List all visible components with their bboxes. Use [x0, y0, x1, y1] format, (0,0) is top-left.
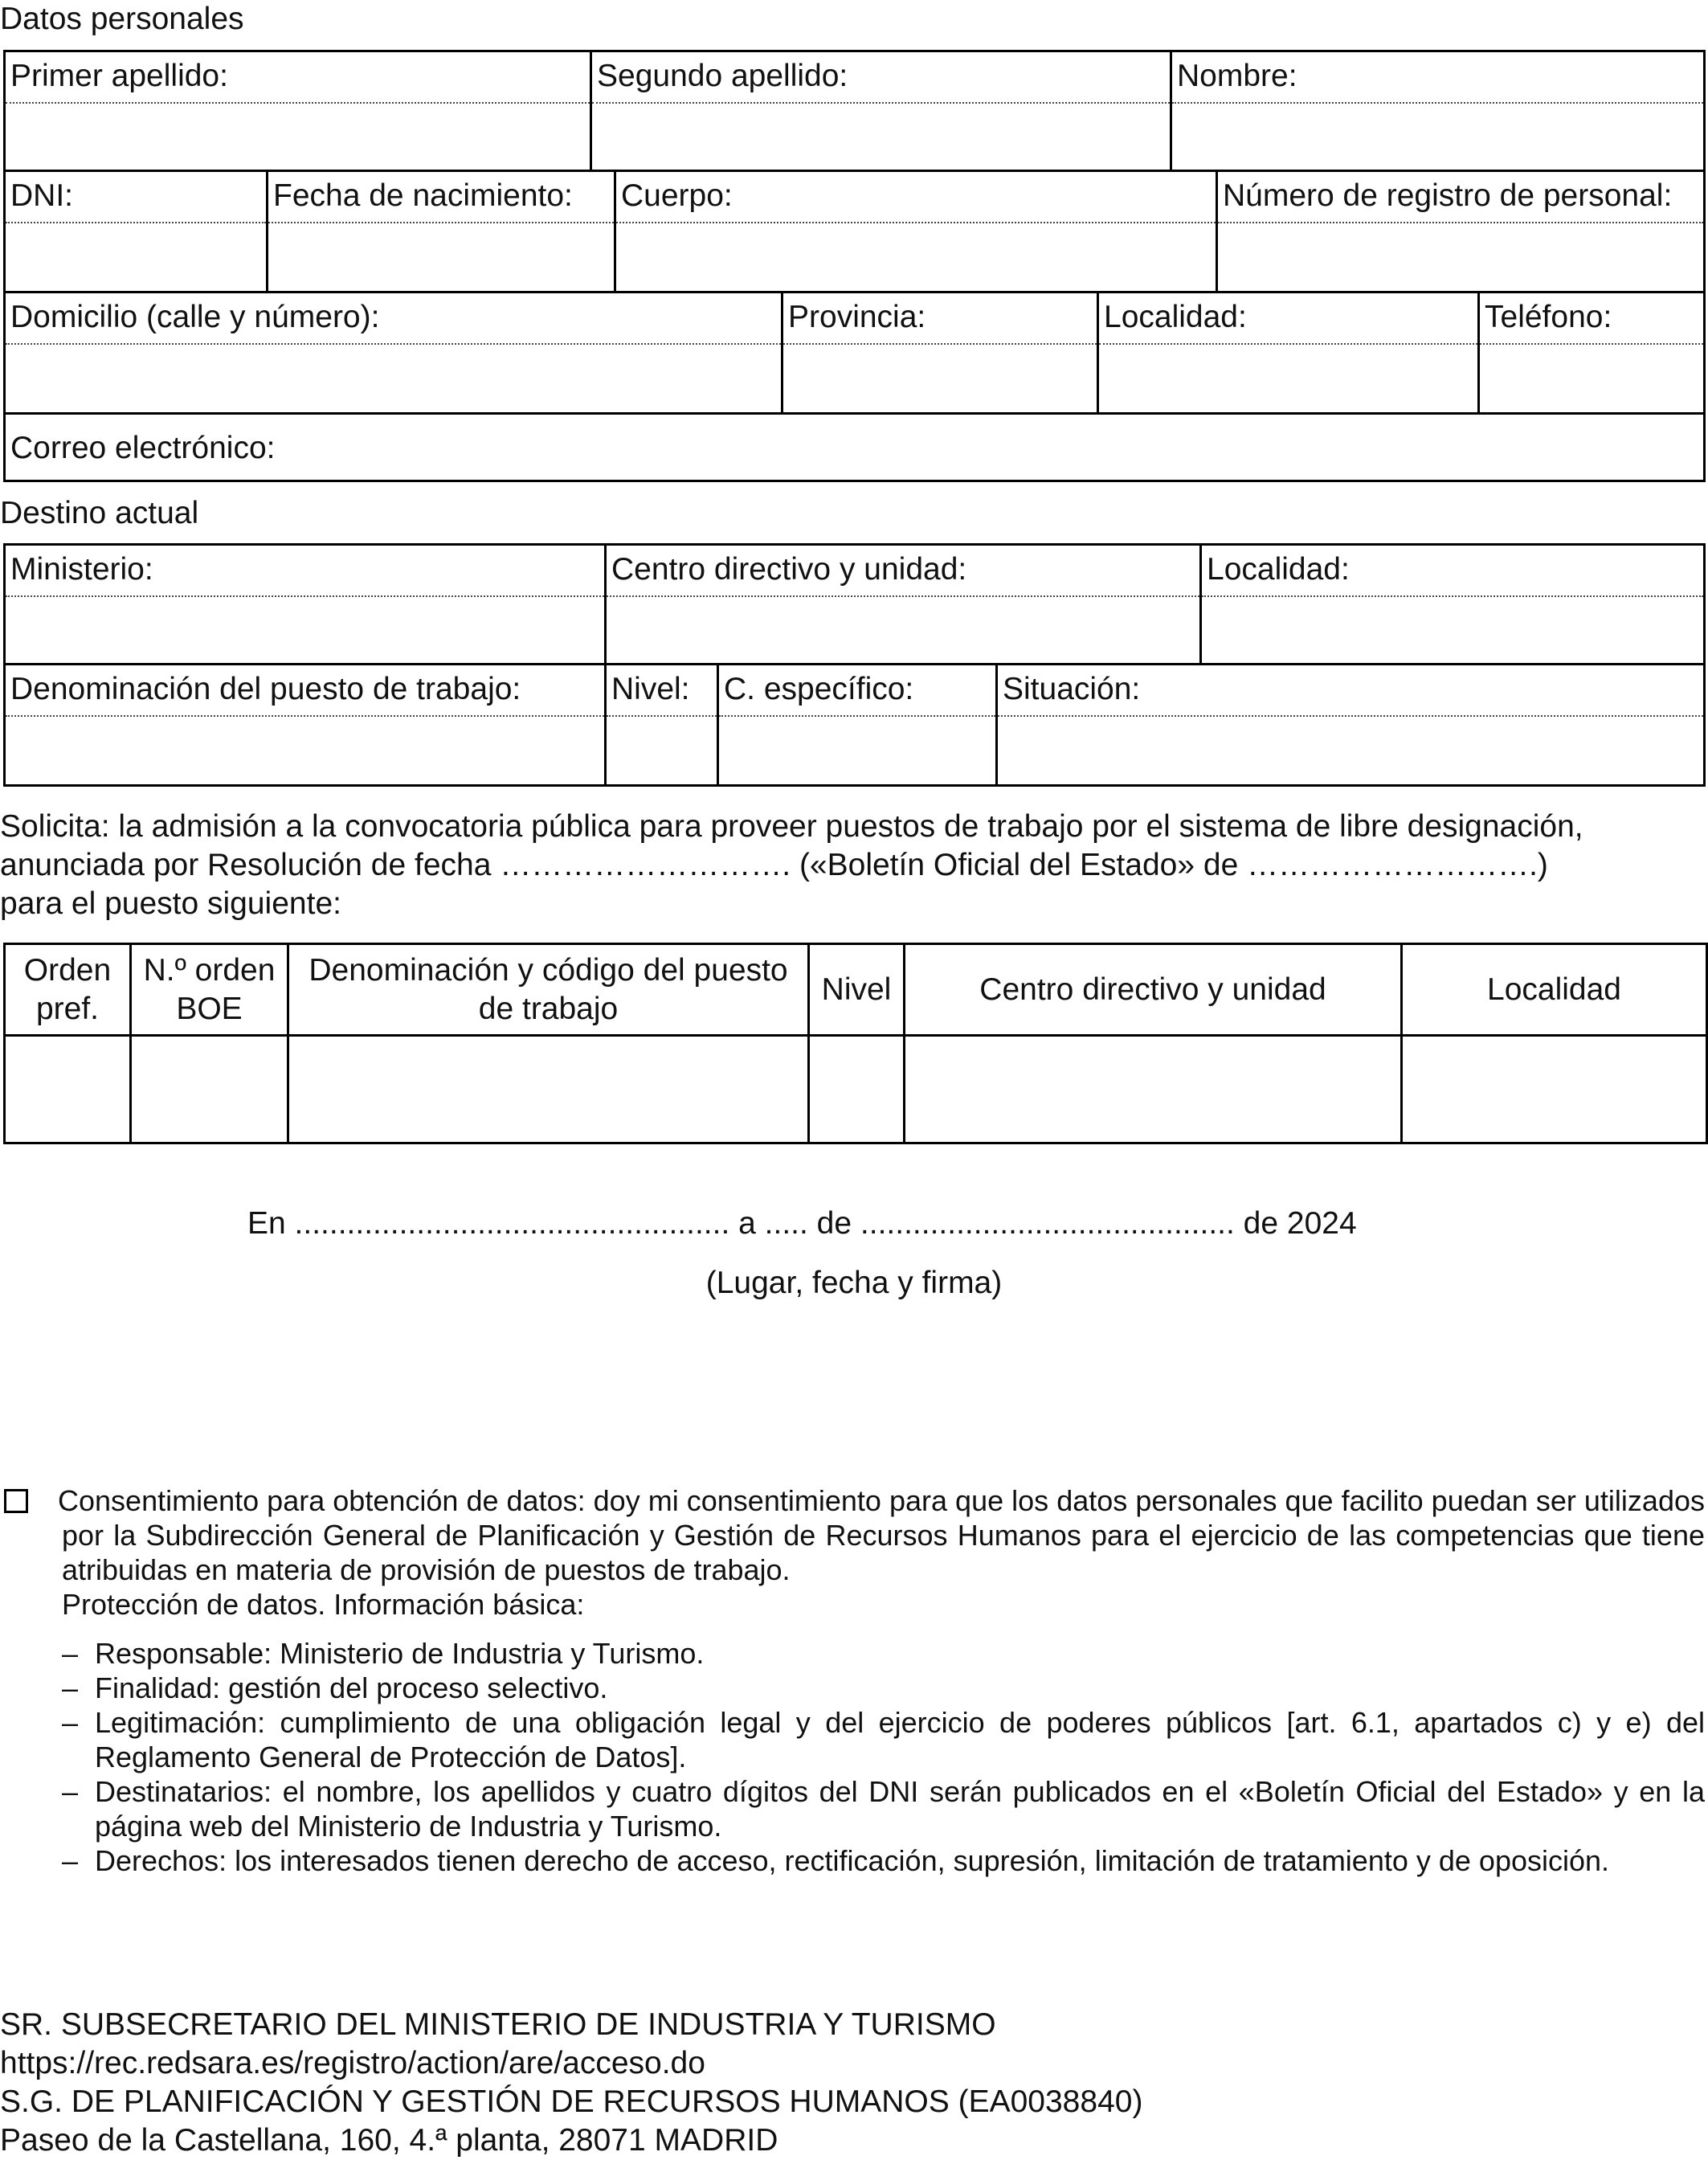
field-fecha-nacimiento[interactable] [266, 172, 614, 291]
field-denominacion[interactable] [6, 665, 604, 784]
label-fecha-nacimiento: Fecha de nacimiento: [268, 172, 614, 223]
cell-localidad[interactable] [1402, 1036, 1707, 1143]
addressee-title: SR. SUBSECRETARIO DEL MINISTERIO DE INDUSTRIA Y TURISMO [0, 2007, 996, 2042]
label-localidad: Localidad: [1099, 293, 1477, 345]
field-nivel[interactable] [604, 665, 717, 784]
consent-text [58, 1483, 1705, 1587]
list-item: – Destinatarios: el nombre, los apellidos y cuatro dígitos del DNI serán publicados en el «Boletín Oficial del Estado» y en la página web del Ministerio de Industria y Turismo. [62, 1775, 1705, 1843]
cell-orden[interactable] [5, 1036, 131, 1143]
destino-row-2 [3, 665, 1706, 787]
dash-marker: – [62, 1844, 79, 1877]
consent-paragraph: Consentimiento para obtención de datos: doy mi consentimiento para que los datos personales que facilito puedan ser utilizados por la Subdirección General de Planificación y Gestión de Recursos Humanos para el ejercicio de las competencias que tiene atribuidas en materia de provisión de puestos de trabajo. [58, 1484, 1705, 1586]
personal-row-4 [3, 415, 1706, 482]
col-header-nivel: Nivel [809, 944, 905, 1036]
list-item: – Finalidad: gestión del proceso selectivo. [62, 1671, 608, 1704]
solicita-paragraph [0, 808, 1705, 923]
proteccion-heading: Protección de datos. Información básica: [62, 1588, 585, 1621]
label-telefono: Teléfono: [1480, 293, 1703, 345]
field-ministerio[interactable] [6, 546, 604, 663]
cell-orden-boe[interactable] [131, 1036, 288, 1143]
label-dni: DNI: [6, 172, 266, 223]
solicita-line-3: para el puesto siguiente: [0, 886, 341, 921]
label-especifico: C. específico: [719, 665, 995, 717]
field-domicilio[interactable] [6, 293, 781, 412]
personal-row-2 [3, 172, 1706, 293]
cell-centro[interactable] [905, 1036, 1402, 1143]
field-destino-localidad[interactable] [1199, 546, 1703, 663]
list-item: – Legitimación: cumplimiento de una obligación legal y del ejercicio de poderes públicos [art. 6.1, apartados c) y e) del Reglamento General de Protección de Datos]. [62, 1706, 1705, 1773]
label-nrp: Número de registro de personal: [1218, 172, 1703, 223]
col-header-centro: Centro directivo y unidad [905, 944, 1402, 1036]
signature-caption: (Lugar, fecha y firma) [705, 1266, 1003, 1300]
label-correo: Correo electrónico: [10, 431, 276, 465]
field-situacion[interactable] [995, 665, 1703, 784]
field-nombre[interactable] [1170, 52, 1703, 170]
field-localidad[interactable] [1097, 293, 1477, 412]
field-dni[interactable] [6, 172, 266, 291]
label-ministerio: Ministerio: [6, 546, 604, 597]
personal-row-3 [3, 293, 1706, 415]
addressee-unit: S.G. DE PLANIFICACIÓN Y GESTIÓN DE RECURSOS HUMANOS (EA0038840) [0, 2084, 1143, 2119]
label-denominacion: Denominación del puesto de trabajo: [6, 665, 604, 717]
destino-row-1 [3, 543, 1706, 665]
label-nivel: Nivel: [607, 665, 717, 717]
personal-row-1 [3, 50, 1706, 172]
field-centro-directivo[interactable] [604, 546, 1199, 663]
label-primer-apellido: Primer apellido: [6, 52, 590, 104]
field-correo[interactable] [6, 415, 1703, 480]
col-header-orden-boe: N.º orden BOE [131, 944, 288, 1036]
label-provincia: Provincia: [783, 293, 1097, 345]
field-primer-apellido[interactable] [6, 52, 590, 170]
addressee-address: Paseo de la Castellana, 160, 4.ª planta, 28071 MADRID [0, 2123, 778, 2158]
list-item: – Responsable: Ministerio de Industria y Turismo. [62, 1637, 705, 1670]
field-segundo-apellido[interactable] [590, 52, 1170, 170]
label-situacion: Situación: [998, 665, 1703, 717]
cell-denominacion[interactable] [288, 1036, 809, 1143]
dash-marker: – [62, 1671, 79, 1704]
label-destino-localidad: Localidad: [1202, 546, 1703, 597]
list-item: – Derechos: los interesados tienen derecho de acceso, rectificación, supresión, limitación de tratamiento y de oposición. [62, 1844, 1610, 1877]
section-title-destino: Destino actual [0, 496, 199, 530]
cell-nivel[interactable] [809, 1036, 905, 1143]
field-cuerpo[interactable] [614, 172, 1216, 291]
label-nombre: Nombre: [1172, 52, 1703, 104]
section-title-personal: Datos personales [0, 2, 244, 36]
col-header-denominacion: Denominación y código del puesto de trabajo [288, 944, 809, 1036]
field-telefono[interactable] [1477, 293, 1703, 412]
dash-marker: – [62, 1775, 79, 1808]
col-header-localidad: Localidad [1402, 944, 1707, 1036]
addressee-block [0, 2006, 1142, 2160]
label-segundo-apellido: Segundo apellido: [592, 52, 1170, 104]
dash-marker: – [62, 1637, 79, 1670]
field-nrp[interactable] [1216, 172, 1703, 291]
field-especifico[interactable] [717, 665, 995, 784]
signature-line: En .................................................. a ..... de ........................................... de 2024 [247, 1206, 1357, 1241]
col-header-orden: Orden pref. [5, 944, 131, 1036]
field-provincia[interactable] [781, 293, 1097, 412]
solicita-line-1: Solicita: la admisión a la convocatoria pública para proveer puestos de trabajo por el sistema de libre designación, [0, 809, 1583, 844]
label-domicilio: Domicilio (calle y número): [6, 293, 781, 345]
table-row [5, 1036, 1707, 1143]
proteccion-list [0, 1636, 1705, 1878]
solicita-line-2: anunciada por Resolución de fecha ………………………. («Boletín Oficial del Estado» de ……………………….) [0, 848, 1548, 882]
requested-post-table [3, 943, 1708, 1144]
table-header-row [5, 944, 1707, 1036]
consent-checkbox[interactable] [4, 1489, 28, 1513]
dash-marker: – [62, 1706, 79, 1739]
label-cuerpo: Cuerpo: [616, 172, 1216, 223]
label-centro-directivo: Centro directivo y unidad: [607, 546, 1199, 597]
registry-url: https://rec.redsara.es/registro/action/are/acceso.do [0, 2046, 705, 2080]
